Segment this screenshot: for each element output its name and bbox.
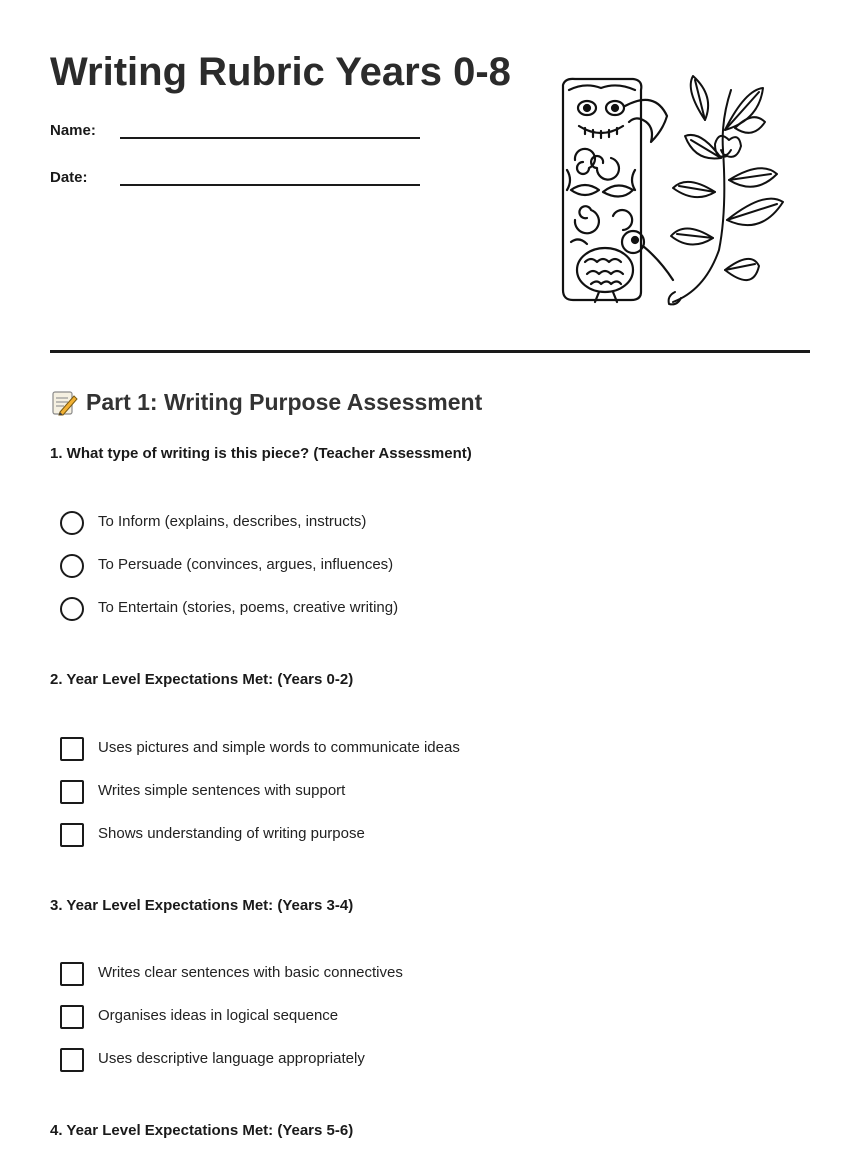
question-4-label: 4. Year Level Expectations Met: (Years 5-6)	[50, 1122, 354, 1139]
memo-icon	[50, 388, 78, 416]
question-1-label: 1. What type of writing is this piece? (Teacher Assessment)	[50, 445, 472, 462]
q1-option-persuade[interactable]	[60, 554, 760, 578]
date-field-row	[50, 169, 430, 197]
checkbox[interactable]	[60, 737, 84, 761]
page-title: Writing Rubric Years 0-8	[50, 50, 511, 94]
option-label: To Inform (explains, describes, instructs)	[98, 513, 367, 530]
q2-option-3[interactable]	[60, 823, 760, 847]
option-label: Uses descriptive language appropriately	[98, 1050, 365, 1067]
name-field-row	[50, 122, 430, 150]
q2-option-1[interactable]	[60, 737, 760, 761]
q1-option-inform[interactable]	[60, 511, 760, 535]
q1-option-entertain[interactable]	[60, 597, 760, 621]
name-input-line[interactable]	[120, 137, 420, 139]
q3-option-2[interactable]	[60, 1005, 760, 1029]
option-label: Organises ideas in logical sequence	[98, 1007, 339, 1024]
maori-pou-kiwi-kowhai-illustration	[555, 70, 790, 310]
q2-option-2[interactable]	[60, 780, 760, 804]
option-label: To Entertain (stories, poems, creative writing)	[98, 599, 399, 616]
checkbox[interactable]	[60, 1048, 84, 1072]
header-divider	[50, 350, 810, 353]
date-input-line[interactable]	[120, 184, 420, 186]
option-label: Shows understanding of writing purpose	[98, 825, 365, 842]
option-label: Writes simple sentences with support	[98, 782, 346, 799]
question-2-label: 2. Year Level Expectations Met: (Years 0-2)	[50, 671, 354, 688]
option-label: Uses pictures and simple words to communicate ideas	[98, 739, 460, 756]
radio-button[interactable]	[60, 511, 84, 535]
option-label: To Persuade (convinces, argues, influences)	[98, 556, 394, 573]
option-label: Writes clear sentences with basic connectives	[98, 964, 403, 981]
checkbox[interactable]	[60, 780, 84, 804]
date-label: Date:	[50, 169, 88, 186]
checkbox[interactable]	[60, 823, 84, 847]
section-heading-part1	[50, 388, 482, 416]
radio-button[interactable]	[60, 597, 84, 621]
q3-option-3[interactable]	[60, 1048, 760, 1072]
question-3-label: 3. Year Level Expectations Met: (Years 3-4)	[50, 897, 354, 914]
name-label: Name:	[50, 122, 96, 139]
section-heading-text: Part 1: Writing Purpose Assessment	[86, 388, 483, 415]
radio-button[interactable]	[60, 554, 84, 578]
q3-option-1[interactable]	[60, 962, 760, 986]
checkbox[interactable]	[60, 962, 84, 986]
checkbox[interactable]	[60, 1005, 84, 1029]
